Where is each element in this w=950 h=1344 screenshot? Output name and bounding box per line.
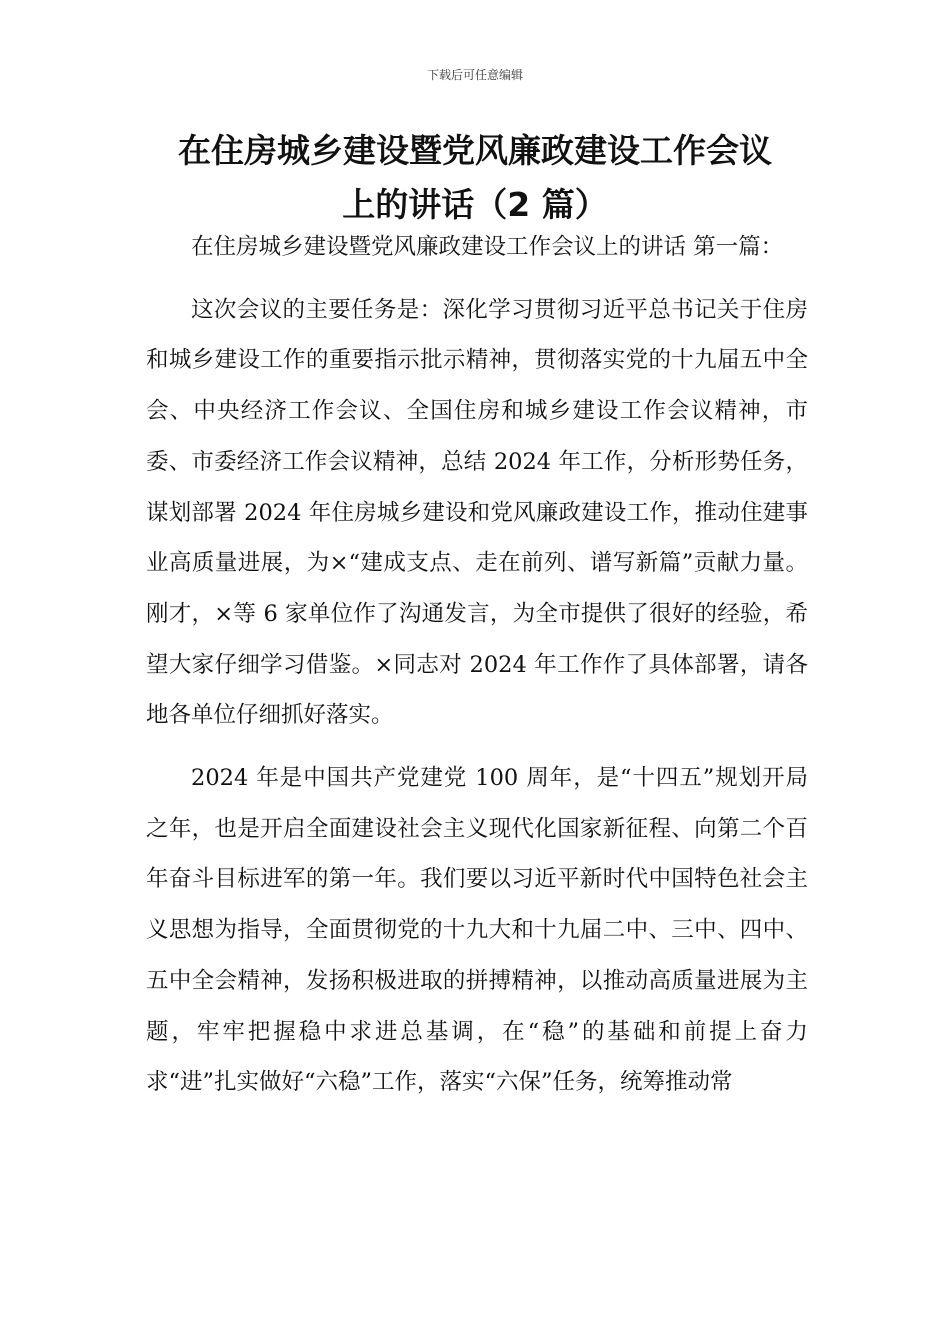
document-title: [130, 124, 820, 232]
title-line-2: 上的讲话（2 篇）: [342, 185, 608, 224]
title-line-1: 在住房城乡建设暨党风廉政建设工作会议: [178, 131, 772, 170]
document-body: [146, 222, 808, 1108]
paragraph-intro: 在住房城乡建设暨党风廉政建设工作会议上的讲话 第一篇：: [191, 234, 784, 260]
header-note: 下载后可任意编辑: [426, 68, 523, 82]
paragraph: 这次会议的主要任务是：深化学习贯彻习近平总书记关于住房和城乡建设工作的重要指示批示精神，贯彻落实党的十九届五中全会、中央经济工作会议、全国住房和城乡建设工作会议精神，市委、市委经济工作会议精神，总结 2024 年工作，分析形势任务，谋划部署 2024 年住房城乡建设和党风廉政建设工作，推动住建事业高质量进展，为×“建成支点、走在前列、谱写新篇”贡献力量。刚才，×等 6 家单位作了沟通发言，为全市提供了很好的经验，希望大家仔细学习借鉴。×同志对 2024 年工作作了具体部署，请各地各单位仔细抓好落实。: [146, 296, 808, 729]
paragraph: 2024 年是中国共产党建党 100 周年，是“十四五”规划开局之年，也是开启全面建设社会主义现代化国家新征程、向第二个百年奋斗目标进军的第一年。我们要以习近平新时代中国特色社会主义思想为指导，全面贯彻党的十九大和十九届二中、三中、四中、五中全会精神，发扬积极进取的拼搏精神，以推动高质量进展为主题，牢牢把握稳中求进总基调，在“稳”的基础和前提上奋力求“进”扎实做好“六稳”工作，落实“六保”任务，统筹推动常: [146, 765, 808, 1096]
